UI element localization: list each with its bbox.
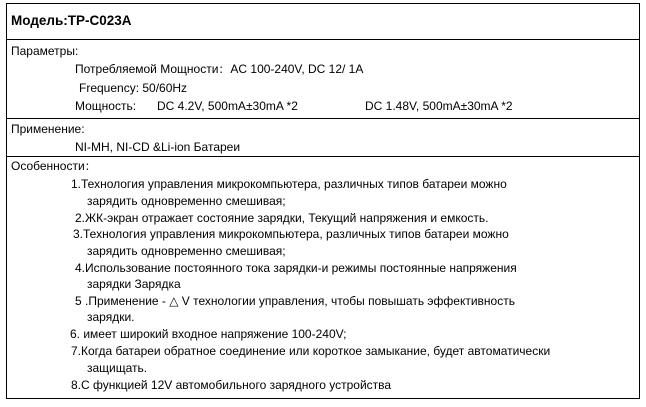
- usage-heading: Применение:: [11, 122, 85, 136]
- usage-text: NI-MH, NI-CD &Li-ion Батареи: [75, 140, 241, 154]
- spec-table: [6, 3, 640, 399]
- power-value-2: DC 1.48V, 500mA±30mA *2: [365, 99, 513, 113]
- feature-line: 1.Технология управления микрокомпьютера, различных типов батареи можно: [71, 177, 507, 191]
- params-heading: Параметры:: [11, 44, 79, 58]
- feature-line: зарядить одновременно смешивая;: [87, 194, 286, 208]
- power-consumption: Потребляемой Мощности：AC 100-240V, DC 12/ 1A: [75, 62, 364, 76]
- features-heading: Особенности：: [11, 159, 97, 173]
- feature-line: 5 .Применение - △ V технологии управления, чтобы повышать эффективность: [75, 294, 515, 308]
- feature-line: 2.ЖК-экран отражает состояние зарядки, Текущий напряжения и емкость.: [75, 211, 489, 225]
- feature-line: 8.С функцией 12V автомобильного зарядного устройства: [71, 378, 392, 392]
- power-value-1: DC 4.2V, 500mA±30mA *2: [157, 99, 298, 113]
- feature-line: 6. имеет широкий входное напряжение 100-240V;: [70, 327, 347, 341]
- divider: [7, 118, 639, 119]
- feature-line: 7.Когда батареи обратное соединение или короткое замыкание, будет автоматически: [71, 344, 551, 358]
- feature-line: зарядки Зарядка: [87, 277, 181, 291]
- feature-line: 3.Технология управления микрокомпьютера, различных типов батареи можно: [73, 227, 509, 241]
- divider: [7, 156, 639, 157]
- feature-line: защищать.: [87, 361, 148, 375]
- power-label: Мощность:: [75, 99, 137, 113]
- divider: [7, 39, 639, 40]
- feature-line: зарядки.: [87, 310, 135, 324]
- model-title: Модель:TP-C023A: [11, 13, 132, 28]
- feature-line: зарядить одновременно смешивая;: [87, 244, 286, 258]
- frequency: Frequency: 50/60Hz: [79, 81, 188, 95]
- feature-line: 4.Использование постоянного тока зарядки-и режимы постоянные напряжения: [75, 261, 517, 275]
